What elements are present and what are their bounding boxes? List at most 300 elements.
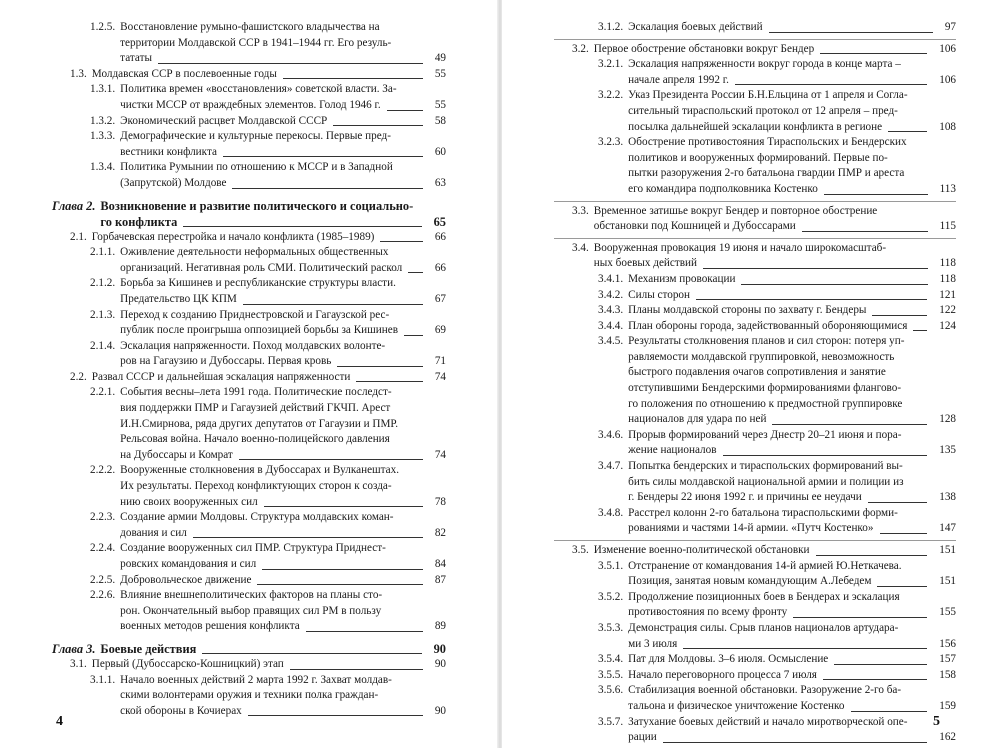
toc-leader-line: [387, 109, 423, 111]
toc-page-number: 66: [434, 261, 446, 274]
toc-entry-line: политиков и вооруженных формирований. Первые по-: [628, 151, 888, 164]
toc-entry-title: [120, 308, 446, 339]
toc-entry-number: 3.4.7.: [598, 460, 624, 473]
toc-leader-line: [868, 501, 927, 503]
toc-entry[interactable]: [52, 160, 446, 191]
toc-entry[interactable]: [52, 308, 446, 339]
toc-entry[interactable]: [554, 715, 956, 746]
toc-entry[interactable]: [52, 67, 446, 83]
toc-entry-line: Восстановление румыно-фашистского владычества на: [120, 21, 380, 33]
toc-entry-line: 49 тататы: [120, 51, 446, 67]
toc-entry-line: 67 Предательство ЦК КПМ: [120, 292, 446, 308]
toc-leader-line: [663, 741, 928, 743]
toc-entry-line: Переход к созданию Приднестровской и Гагаузской рес-: [120, 308, 390, 321]
toc-entry-line: 60 вестники конфликта: [120, 145, 446, 161]
toc-page-number: 122: [939, 304, 956, 317]
toc-entry-line: 156 ми 3 июля: [628, 637, 956, 653]
toc-entry-line: 65 го конфликта: [100, 214, 446, 229]
toc-entry-title: [120, 245, 446, 276]
toc-page-number: 78: [434, 495, 446, 508]
toc-entry-number: 3.5.7.: [598, 715, 624, 728]
toc-entry-line: Демографические и культурные перекосы. Первые пред-: [120, 130, 391, 143]
toc-entry-number: 3.1.: [70, 657, 87, 670]
page-number-left: 4: [56, 714, 63, 729]
toc-entry-number: 3.4.4.: [598, 319, 624, 332]
toc-entry[interactable]: [52, 20, 446, 67]
toc-entry-line: 63 (Запрутской) Молдове: [120, 176, 446, 192]
toc-entry-title: [628, 303, 956, 319]
toc-entry-line: 90 ской обороны в Кочиерах: [120, 704, 446, 720]
toc-entry-line: Политика времен «восстановления» советской власти. За-: [120, 83, 397, 96]
toc-entry-title: [628, 334, 956, 428]
toc-entry-title: [628, 621, 956, 652]
toc-entry-title: [100, 641, 446, 657]
toc-entry-number: 2.2.3.: [90, 511, 116, 524]
toc-page-number: 67: [434, 292, 446, 305]
toc-entry-title: [628, 428, 956, 459]
toc-entry[interactable]: [554, 683, 956, 714]
toc-entry-number: 2.1.3.: [90, 308, 116, 321]
toc-entry-line: пытки разоружения 2-го батальона гвардии ПМР и ареста: [628, 167, 905, 180]
toc-entry-line: 135 жение националов: [628, 443, 956, 459]
toc-page-number: 74: [434, 448, 446, 461]
toc-leader-line: [769, 31, 933, 33]
toc-leader-line: [683, 647, 927, 649]
toc-leader-line: [257, 583, 422, 585]
toc-entry-line: 66 организаций. Негативная роль СМИ. Политический раскол: [120, 261, 446, 277]
toc-page-number: 106: [939, 42, 956, 55]
toc-entry-line: Политика Румынии по отношению к МССР и в Западной: [120, 161, 393, 174]
toc-entry-line: 89 военных методов решения конфликта: [120, 619, 446, 635]
toc-entry-number: 3.4.3.: [598, 304, 624, 317]
toc-entry-number: 3.2.2.: [598, 89, 624, 102]
toc-page-number: 90: [434, 657, 446, 670]
toc-entry-line: События весны–лета 1991 года. Политические последст-: [120, 386, 392, 399]
toc-entry[interactable]: [52, 129, 446, 160]
toc-page-number: 113: [939, 182, 956, 195]
toc-entry-line: 74 на Дубоссары и Комрат: [120, 448, 446, 464]
toc-entry[interactable]: [554, 42, 956, 58]
toc-entry[interactable]: [52, 114, 446, 130]
toc-entry-title: [594, 241, 956, 272]
toc-right: [554, 20, 956, 746]
toc-entry-line: Отстранение от командования 14-й армией Ю.Неткачева.: [628, 559, 902, 572]
toc-entry-number: 3.5.1.: [598, 559, 624, 572]
toc-entry-line: 97 Эскалация боевых действий: [628, 20, 956, 36]
toc-entry[interactable]: [554, 559, 956, 590]
toc-leader-line: [696, 298, 927, 300]
toc-entry-number: 1.3.1.: [90, 83, 116, 96]
toc-entry-line: Обострение противостояния Тираспольских и Бендерских: [628, 136, 907, 149]
toc-entry-line: 71 ров на Гагаузию и Дубоссары. Первая кровь: [120, 354, 446, 370]
toc-entry-title: [92, 370, 446, 386]
toc-entry-number: 3.3.: [572, 204, 589, 217]
toc-page-number: 151: [939, 575, 956, 588]
toc-entry-title: [594, 204, 956, 235]
toc-entry-title: [120, 510, 446, 541]
toc-entry[interactable]: [554, 20, 956, 36]
toc-entry-number: 3.5.5.: [598, 668, 624, 681]
toc-page-number: 155: [939, 606, 956, 619]
toc-page-number: 97: [944, 21, 956, 33]
toc-entry-title: [120, 339, 446, 370]
toc-page-number: 118: [939, 272, 956, 285]
toc-entry-number: 3.4.2.: [598, 288, 624, 301]
toc-entry-title: [120, 541, 446, 572]
toc-entry-line: Затухание боевых действий и начало миротворческой опе-: [628, 715, 908, 728]
toc-entry-line: 113 его командира подполковника Костенко: [628, 182, 956, 198]
toc-leader-line: [824, 193, 928, 195]
toc-entry-number: 3.4.8.: [598, 506, 624, 519]
toc-page-number: 55: [434, 67, 446, 80]
toc-page-number: 49: [434, 52, 446, 65]
toc-page-number: 66: [434, 230, 446, 243]
toc-entry-title: [120, 276, 446, 307]
toc-entry-number: 2.2.1.: [90, 386, 116, 399]
toc-entry-line: 158 Начало переговорного процесса 7 июля: [628, 668, 956, 684]
toc-entry-line: Оживление деятельности неформальных общественных: [120, 246, 389, 259]
toc-entry[interactable]: [554, 303, 956, 319]
toc-entry[interactable]: [554, 668, 956, 684]
toc-entry[interactable]: [52, 657, 446, 673]
toc-entry-line: Попытка бендерских и тираспольских формирований вы-: [628, 460, 903, 473]
toc-page-number: 89: [434, 620, 446, 633]
toc-entry[interactable]: [52, 510, 446, 541]
toc-entry-line: территории Молдавской ССР в 1941–1944 гг. Его резуль-: [120, 36, 392, 49]
toc-entry-number: 2.1.: [70, 230, 87, 243]
toc-leader-line: [793, 616, 927, 618]
toc-entry-line: 138 г. Бендеры 22 июня 1992 г. и причины ее неудачи: [628, 490, 956, 506]
toc-entry-line: отступившими Бендерскими формированиями флангово-: [628, 382, 902, 395]
toc-leader-line: [290, 668, 423, 670]
toc-entry[interactable]: [52, 276, 446, 307]
toc-page-number: 71: [434, 355, 446, 368]
toc-entry-line: Результаты столкновения планов и сил сторон: потеря уп-: [628, 335, 905, 348]
toc-page-number: 115: [939, 220, 956, 233]
toc-page-number: 124: [939, 319, 956, 332]
toc-entry-line: 121 Силы сторон: [628, 288, 956, 304]
section-divider: [554, 201, 956, 202]
toc-entry-line: Эскалация напряженности. Поход молдавских волонте-: [120, 339, 386, 352]
page-left: [0, 0, 498, 748]
section-divider: [554, 540, 956, 541]
toc-chapter[interactable]: [52, 641, 446, 657]
toc-entry-number: 2.1.4.: [90, 339, 116, 352]
section-divider: [554, 39, 956, 40]
toc-entry[interactable]: [554, 288, 956, 304]
toc-entry-line: 151 Позиция, занятая новым командующим А.Лебедем: [628, 574, 956, 590]
toc-page-number: 147: [939, 522, 956, 535]
toc-entry-line: И.Н.Смирнова, ряда других депутатов от Гагаузии и ПМР.: [120, 417, 399, 430]
toc-page-number: 159: [939, 699, 956, 712]
toc-entry-number: 1.2.5.: [90, 21, 116, 33]
toc-entry-line: Стабилизация военной обстановки. Разоружение 2-го ба-: [628, 684, 902, 697]
toc-entry-number: 3.5.3.: [598, 621, 624, 634]
toc-entry[interactable]: [554, 272, 956, 288]
toc-entry-title: [628, 288, 956, 304]
toc-entry[interactable]: [554, 334, 956, 428]
toc-entry-number: 3.2.3.: [598, 136, 624, 149]
toc-leader-line: [741, 283, 927, 285]
toc-entry-number: 3.4.6.: [598, 428, 624, 441]
toc-entry-line: рон. Окончательный выбор правящих сил РМ в пользу: [120, 604, 382, 617]
toc-entry-title: [628, 683, 956, 714]
toc-entry-title: [120, 129, 446, 160]
toc-leader-line: [888, 130, 927, 132]
toc-entry-line: 69 публик после проигрыша оппозицией борьбы за Кишинев: [120, 323, 446, 339]
toc-entry-number: 3.2.1.: [598, 58, 624, 71]
toc-entry-number: 3.5.6.: [598, 684, 624, 697]
toc-entry[interactable]: [52, 463, 446, 510]
toc-entry[interactable]: [554, 319, 956, 335]
toc-entry-line: 122 Планы молдавской стороны по захвату г. Бендеры: [628, 303, 956, 319]
toc-entry-line: 106 начале апреля 1992 г.: [628, 73, 956, 89]
toc-entry-line: Вооруженная провокация 19 июня и начало широкомасштаб-: [593, 241, 887, 254]
toc-entry-number: 1.3.: [70, 67, 87, 80]
toc-entry-number: 2.2.4.: [90, 542, 116, 555]
toc-entry-line: го положения по отношению к предмостной группировке: [628, 397, 903, 410]
toc-entry-line: 90 Первый (Дубоссарско-Кошницкий) этап: [92, 657, 446, 673]
toc-leader-line: [283, 77, 423, 79]
toc-entry-title: [628, 20, 956, 36]
toc-entry-number: 2.2.6.: [90, 589, 116, 602]
toc-entry[interactable]: [52, 82, 446, 113]
toc-entry-number: 1.3.2.: [90, 114, 116, 127]
toc-entry-title: [628, 559, 956, 590]
toc-entry-line: Возникновение и развитие политического и социально-: [100, 198, 414, 213]
toc-entry-line: Расстрел колонн 2-го батальона тираспольскими форми-: [628, 506, 898, 519]
toc-entry-number: 3.1.2.: [598, 21, 624, 33]
toc-entry-title: [120, 463, 446, 510]
toc-entry-line: 151 Изменение военно-политической обстановки: [594, 543, 956, 559]
toc-entry-line: 155 противостояния по всему фронту: [628, 605, 956, 621]
toc-entry-title: [628, 57, 956, 88]
page-right: [502, 0, 1000, 748]
toc-entry-line: Временное затишье вокруг Бендер и повторное обострение: [593, 204, 878, 217]
toc-entry-title: [594, 543, 956, 559]
toc-entry-line: 55 Молдавская ССР в послевоенные годы: [92, 67, 446, 83]
toc-entry-line: 159 тальона и физическое уничтожение Костенко: [628, 699, 956, 715]
toc-entry-number: 3.5.4.: [598, 653, 624, 666]
toc-entry-number: 1.3.4.: [90, 161, 116, 174]
toc-entry-title: [594, 42, 956, 58]
toc-entry-title: [628, 668, 956, 684]
toc-page-number: 121: [939, 288, 956, 301]
toc-leader-line: [158, 62, 423, 64]
toc-page-number: 65: [433, 214, 446, 229]
toc-entry-title: [628, 506, 956, 537]
toc-entry-title: [628, 652, 956, 668]
toc-entry-number: 3.1.1.: [90, 673, 116, 686]
toc-entry[interactable]: [554, 590, 956, 621]
toc-entry-title: [120, 20, 446, 67]
toc-entry[interactable]: [52, 370, 446, 386]
toc-entry-line: скими волонтерами оружия и техники полка граждан-: [120, 689, 379, 702]
toc-page-number: 108: [939, 120, 956, 133]
toc-entry-line: 118 Механизм провокации: [628, 272, 956, 288]
toc-entry-line: 147 рованиями и частями 14-й армии. «Путч Костенко»: [628, 521, 956, 537]
toc-leader-line: [243, 303, 423, 305]
toc-leader-line: [723, 454, 928, 456]
toc-entry[interactable]: [52, 573, 446, 589]
toc-entry[interactable]: [52, 673, 446, 720]
toc-entry[interactable]: [554, 543, 956, 559]
toc-entry-number: Глава 3.: [52, 641, 96, 656]
toc-page-number: 84: [434, 558, 446, 570]
toc-entry[interactable]: [554, 621, 956, 652]
toc-entry-title: [628, 272, 956, 288]
toc-leader-line: [408, 271, 423, 273]
toc-entry[interactable]: [554, 57, 956, 88]
toc-entry-title: [628, 459, 956, 506]
toc-entry[interactable]: [554, 135, 956, 197]
toc-entry-title: [120, 114, 446, 130]
toc-entry-title: [100, 198, 446, 230]
toc-page-number: 63: [434, 176, 446, 189]
toc-entry-line: 124 План обороны города, задействованный обороняющимися: [628, 319, 956, 335]
toc-entry-line: Прорыв формирований через Днестр 20–21 июня и пора-: [628, 428, 902, 441]
toc-entry-line: 162 рации: [628, 730, 956, 746]
toc-entry-title: [120, 385, 446, 463]
toc-page-number: 158: [939, 668, 956, 681]
toc-entry[interactable]: [554, 506, 956, 537]
toc-leader-line: [880, 532, 928, 534]
toc-entry-number: 2.2.2.: [90, 464, 116, 477]
toc-entry[interactable]: [554, 241, 956, 272]
toc-page-number: 90: [433, 641, 446, 656]
section-divider: [554, 238, 956, 239]
toc-entry-title: [92, 67, 446, 83]
toc-entry-line: вия поддержки ПМР и Гагаузией действий ГКЧП. Арест: [120, 402, 391, 415]
toc-entry[interactable]: [52, 541, 446, 572]
toc-leader-line: [772, 423, 927, 425]
toc-leader-line: [333, 124, 423, 126]
toc-entry-line: Начало военных действий 2 марта 1992 г. Захват молдав-: [120, 673, 392, 686]
toc-leader-line: [193, 536, 423, 538]
toc-page-number: 138: [939, 491, 956, 504]
toc-entry-number: 2.2.5.: [90, 573, 116, 586]
toc-entry-title: [628, 590, 956, 621]
toc-entry-line: 87 Добровольческое движение: [120, 573, 446, 589]
toc-leader-line: [816, 554, 928, 556]
toc-entry-number: 2.1.2.: [90, 277, 116, 290]
toc-chapter[interactable]: [52, 198, 446, 230]
toc-leader-line: [872, 314, 927, 316]
toc-entry-line: 115 обстановки под Кошницей и Дубоссарами: [594, 219, 956, 235]
toc-entry-line: 58 Экономический расцвет Молдавской СССР: [120, 114, 446, 130]
toc-leader-line: [877, 585, 927, 587]
toc-entry-title: [92, 230, 446, 246]
toc-leader-line: [264, 505, 423, 507]
toc-entry-title: [120, 573, 446, 589]
toc-page-number: 157: [939, 653, 956, 666]
toc-entry-line: 84 ровских командования и сил: [120, 557, 446, 573]
toc-entry-line: 66 Горбачевская перестройка и начало конфликта (1985–1989): [92, 230, 446, 246]
toc-page-number: 69: [434, 324, 446, 337]
toc-leader-line: [380, 240, 422, 242]
toc-leader-line: [703, 267, 928, 269]
toc-entry-number: 1.3.3.: [90, 130, 116, 143]
toc-entry[interactable]: [52, 588, 446, 635]
toc-leader-line: [239, 458, 423, 460]
toc-entry-number: 3.4.1.: [598, 272, 624, 285]
toc-entry-line: 90 Боевые действия: [100, 641, 446, 656]
toc-entry-title: [628, 88, 956, 135]
toc-entry-line: быстрого подавления очагов сопротивления и занятие: [628, 366, 886, 379]
toc-page-number: 90: [434, 704, 446, 717]
toc-page-number: 106: [939, 73, 956, 86]
toc-entry-line: 106 Первое обострение обстановки вокруг Бендер: [594, 42, 956, 58]
toc-entry-title: [120, 588, 446, 635]
toc-entry[interactable]: [52, 245, 446, 276]
toc-entry-number: 3.4.: [572, 241, 589, 254]
toc-entry[interactable]: [52, 385, 446, 463]
toc-leader-line: [306, 630, 423, 632]
toc-entry-line: равляемости молдавской группировкой, невозможность: [628, 350, 895, 363]
toc-leader-line: [262, 568, 423, 570]
toc-leader-line: [913, 329, 927, 331]
toc-entry-title: [120, 160, 446, 191]
toc-leader-line: [183, 225, 421, 227]
toc-page-number: 151: [939, 544, 956, 556]
toc-entry[interactable]: [52, 339, 446, 370]
toc-entry-line: Продолжение позиционных боев в Бендерах и эскалация: [628, 590, 900, 603]
toc-entry-line: Рельсовая война. Начало военно-полицейского давления: [120, 433, 390, 446]
toc-entry[interactable]: [52, 230, 446, 246]
toc-entry-title: [628, 715, 956, 746]
toc-entry[interactable]: [554, 204, 956, 235]
toc-entry-line: 74 Развал СССР и дальнейшая эскалация напряженности: [92, 370, 446, 386]
toc-entry[interactable]: [554, 459, 956, 506]
toc-entry-line: 108 посылка дальнейшей эскалации конфликта в регионе: [628, 120, 956, 136]
toc-entry-line: Их результаты. Переход конфликтующих сторон к созда-: [120, 480, 392, 493]
toc-entry[interactable]: [554, 428, 956, 459]
toc-entry-line: Влияние внешнеполитических факторов на планы сто-: [120, 589, 383, 602]
toc-entry-number: Глава 2.: [52, 198, 96, 213]
toc-entry-line: сительный тираспольский протокол от 12 апреля – пред-: [628, 104, 898, 117]
toc-entry-title: [120, 673, 446, 720]
toc-leader-line: [802, 230, 928, 232]
toc-entry-line: Борьба за Кишинев и республиканские структуры власти.: [120, 277, 396, 290]
toc-entry[interactable]: [554, 652, 956, 668]
toc-page-number: 128: [939, 413, 956, 426]
toc-entry-number: 2.2.: [70, 370, 87, 383]
toc-entry-line: 82 дования и сил: [120, 526, 446, 542]
toc-entry-line: Демонстрация силы. Срыв планов националов артудара-: [628, 621, 899, 634]
toc-page-number: 58: [434, 114, 446, 127]
toc-page-number: 162: [939, 731, 956, 744]
toc-leader-line: [834, 663, 927, 665]
toc-page-number: 87: [434, 573, 446, 586]
toc-entry-line: Создание вооруженных сил ПМР. Структура Приднест-: [120, 542, 386, 555]
toc-page-number: 55: [434, 98, 446, 111]
toc-entry[interactable]: [554, 88, 956, 135]
toc-leader-line: [820, 52, 927, 54]
toc-entry-line: бить силы молдавской национальной армии и полиции из: [628, 475, 904, 488]
toc-entry-line: 118 ных боевых действий: [594, 256, 956, 272]
toc-page-number: 118: [939, 257, 956, 270]
toc-entry-line: Эскалация напряженности вокруг города в конце марта –: [628, 58, 901, 71]
toc-entry-number: 3.5.: [572, 544, 589, 556]
toc-page-number: 60: [434, 145, 446, 158]
toc-page-number: 82: [434, 526, 446, 539]
toc-entry-title: [628, 319, 956, 335]
toc-page-number: 156: [939, 637, 956, 650]
toc-entry-line: 55 чистки МССР от враждебных элементов. Голод 1946 г.: [120, 98, 446, 114]
toc-entry-line: 157 Пат для Молдовы. 3–6 июля. Осмысление: [628, 652, 956, 668]
toc-entry-line: 78 нию своих вооруженных сил: [120, 495, 446, 511]
toc-page-number: 74: [434, 370, 446, 383]
